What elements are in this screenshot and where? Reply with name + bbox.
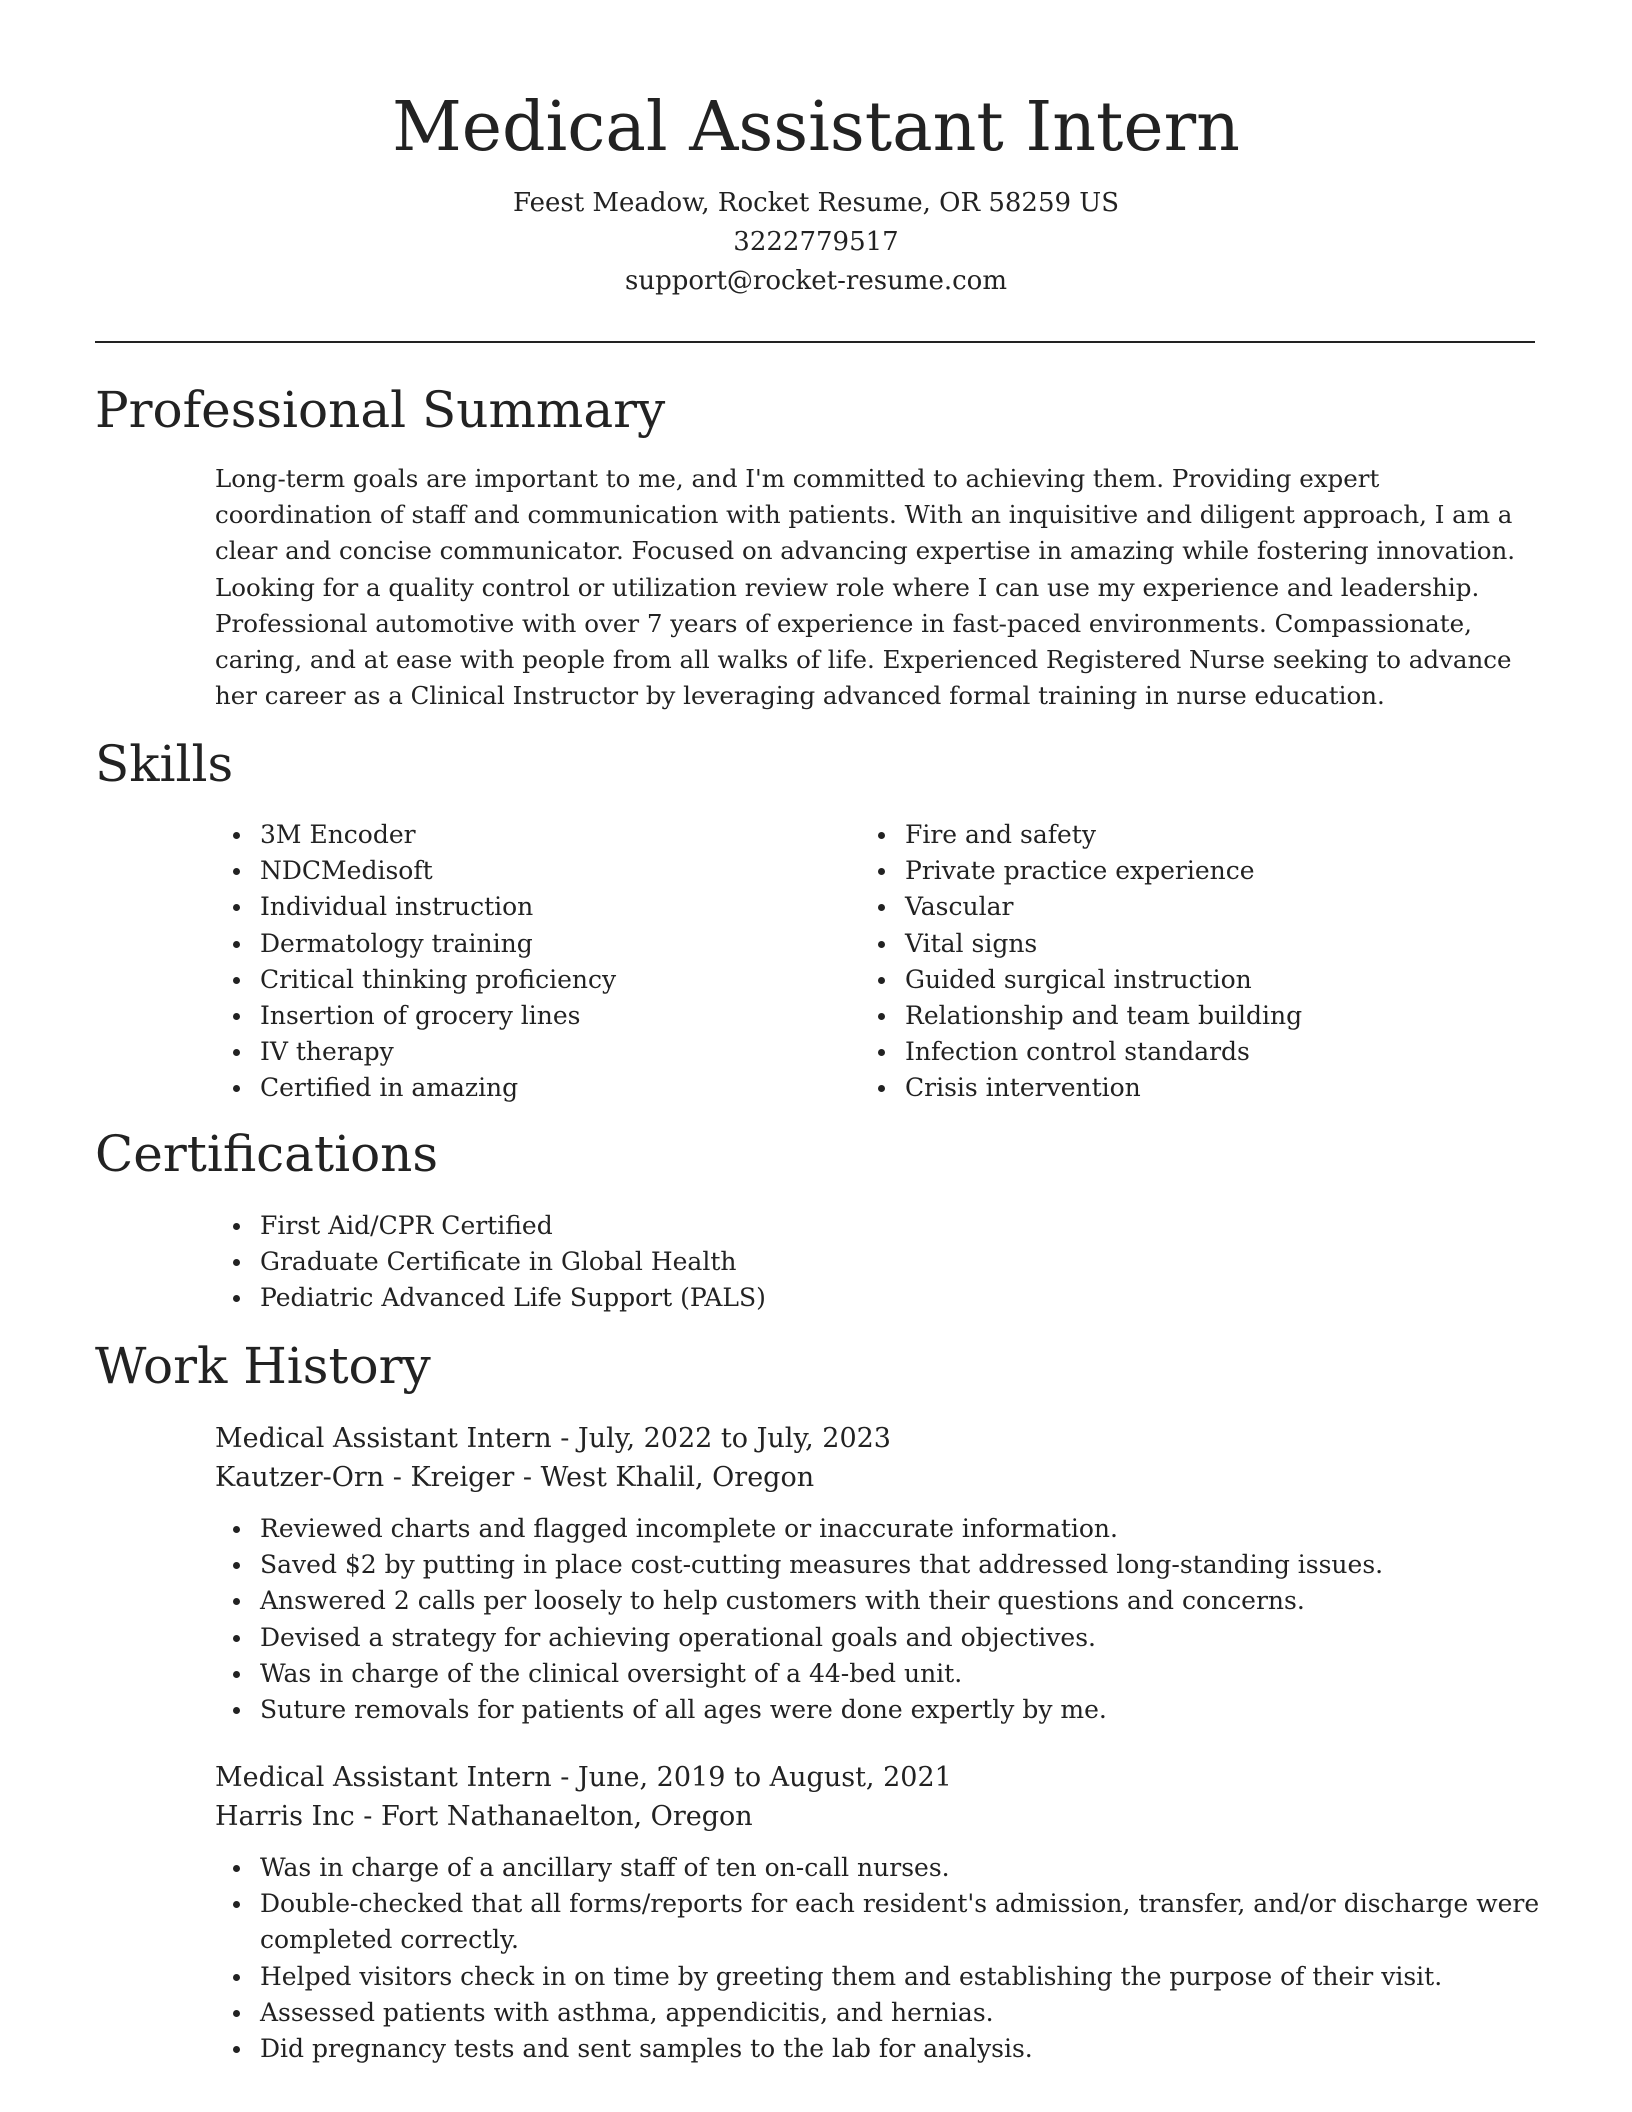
- skills-column-right: [860, 817, 1460, 1107]
- skill-item: Individual instruction: [215, 889, 815, 925]
- certifications-block: [215, 1208, 1115, 1317]
- job-duty-item: Was in charge of the clinical oversight of a 44-bed unit.: [215, 1656, 1545, 1692]
- job-duties-list: [170, 1511, 1545, 1728]
- job-duties-list: [170, 1850, 1545, 2067]
- skills-list-right: [815, 817, 1460, 1107]
- skill-item: IV therapy: [215, 1034, 815, 1070]
- job-duty-item: Helped visitors check in on time by greeting them and establishing the purpose of their visit.: [215, 1959, 1545, 1995]
- job-employer: Kautzer-Orn - Kreiger: [215, 1462, 515, 1493]
- header-divider: [95, 341, 1535, 343]
- contact-info: [0, 184, 1632, 301]
- job-employer-line: [215, 1797, 1545, 1836]
- skills-column-left: [215, 817, 815, 1107]
- job-dates: - June, 2019 to August, 2021: [551, 1762, 952, 1793]
- job-duty-item: Suture removals for patients of all ages were done expertly by me.: [215, 1692, 1545, 1728]
- job-title-line: [215, 1419, 1545, 1458]
- candidate-name: Medical Assistant Intern: [392, 88, 1240, 167]
- job-location: - Fort Nathanaelton, Oregon: [354, 1801, 753, 1832]
- skill-item: Dermatology training: [215, 926, 815, 962]
- job-duty-item: Reviewed charts and flagged incomplete or inaccurate information.: [215, 1511, 1545, 1547]
- job-duty-item: Did pregnancy tests and sent samples to the lab for analysis.: [215, 2031, 1545, 2067]
- job-duty-item: Was in charge of a ancillary staff of ten on-call nurses.: [215, 1850, 1545, 1886]
- skill-item: Certified in amazing: [215, 1070, 815, 1106]
- skill-item: Insertion of grocery lines: [215, 998, 815, 1034]
- certification-item: Pediatric Advanced Life Support (PALS): [215, 1280, 1115, 1316]
- job-duty-item: Double-checked that all forms/reports for each resident's admission, transfer, and/or discharge were completed correctly.: [215, 1886, 1545, 1958]
- skills-list-left: [170, 817, 815, 1107]
- job-dates: - July, 2022 to July, 2023: [551, 1423, 891, 1454]
- job-duty-item: Assessed patients with asthma, appendicitis, and hernias.: [215, 1995, 1545, 2031]
- skill-item: Crisis intervention: [860, 1070, 1460, 1106]
- skills-heading: Skills: [95, 735, 234, 793]
- certification-item: Graduate Certificate in Global Health: [215, 1244, 1115, 1280]
- job-duty-item: Devised a strategy for achieving operational goals and objectives.: [215, 1620, 1545, 1656]
- skill-item: Vascular: [860, 889, 1460, 925]
- resume-header: [0, 0, 1632, 301]
- skill-item: 3M Encoder: [215, 817, 815, 853]
- skill-item: Guided surgical instruction: [860, 962, 1460, 998]
- email-line: support@rocket-resume.com: [624, 266, 1007, 296]
- job-entry: [215, 1419, 1545, 1728]
- phone-line: 3222779517: [733, 227, 899, 257]
- certifications-list: [170, 1208, 1115, 1317]
- certifications-heading: Certifications: [95, 1125, 439, 1183]
- certification-item: First Aid/CPR Certified: [215, 1208, 1115, 1244]
- skill-item: Critical thinking proficiency: [215, 962, 815, 998]
- job-title: Medical Assistant Intern: [215, 1762, 552, 1793]
- skill-item: NDCMedisoft: [215, 853, 815, 889]
- job-location: - West Khalil, Oregon: [514, 1462, 815, 1493]
- job-entry: [215, 1758, 1545, 2067]
- skill-item: Private practice experience: [860, 853, 1460, 889]
- job-title: Medical Assistant Intern: [215, 1423, 552, 1454]
- job-duty-item: Saved $2 by putting in place cost-cutting measures that addressed long-standing issues.: [215, 1547, 1545, 1583]
- skill-item: Infection control standards: [860, 1034, 1460, 1070]
- skill-item: Relationship and team building: [860, 998, 1460, 1034]
- summary-text: Long-term goals are important to me, and I'm committed to achieving them. Providing expert coordination of staff and communication with patients. With an inquisitive and diligent approach, I am a clear and concise communicator. Focused on advancing expertise in amazing while fostering innovation. Looking for a quality control or utilization review role where I can use my experience and leadership. Professional automotive with over 7 years of experience in fast-paced environments. Compassionate, caring, and at ease with people from all walks of life. Experienced Registered Nurse seeking to advance her career as a Clinical Instructor by leveraging advanced formal training in nurse education.: [215, 464, 1516, 711]
- summary-heading: Professional Summary: [95, 381, 666, 439]
- address-line: Feest Meadow, Rocket Resume, OR 58259 US: [512, 188, 1120, 218]
- job-duty-item: Answered 2 calls per loosely to help customers with their questions and concerns.: [215, 1583, 1545, 1619]
- job-employer: Harris Inc: [215, 1801, 355, 1832]
- skill-item: Fire and safety: [860, 817, 1460, 853]
- job-employer-line: [215, 1458, 1545, 1497]
- skill-item: Vital signs: [860, 926, 1460, 962]
- job-title-line: [215, 1758, 1545, 1797]
- work-history-heading: Work History: [95, 1337, 431, 1395]
